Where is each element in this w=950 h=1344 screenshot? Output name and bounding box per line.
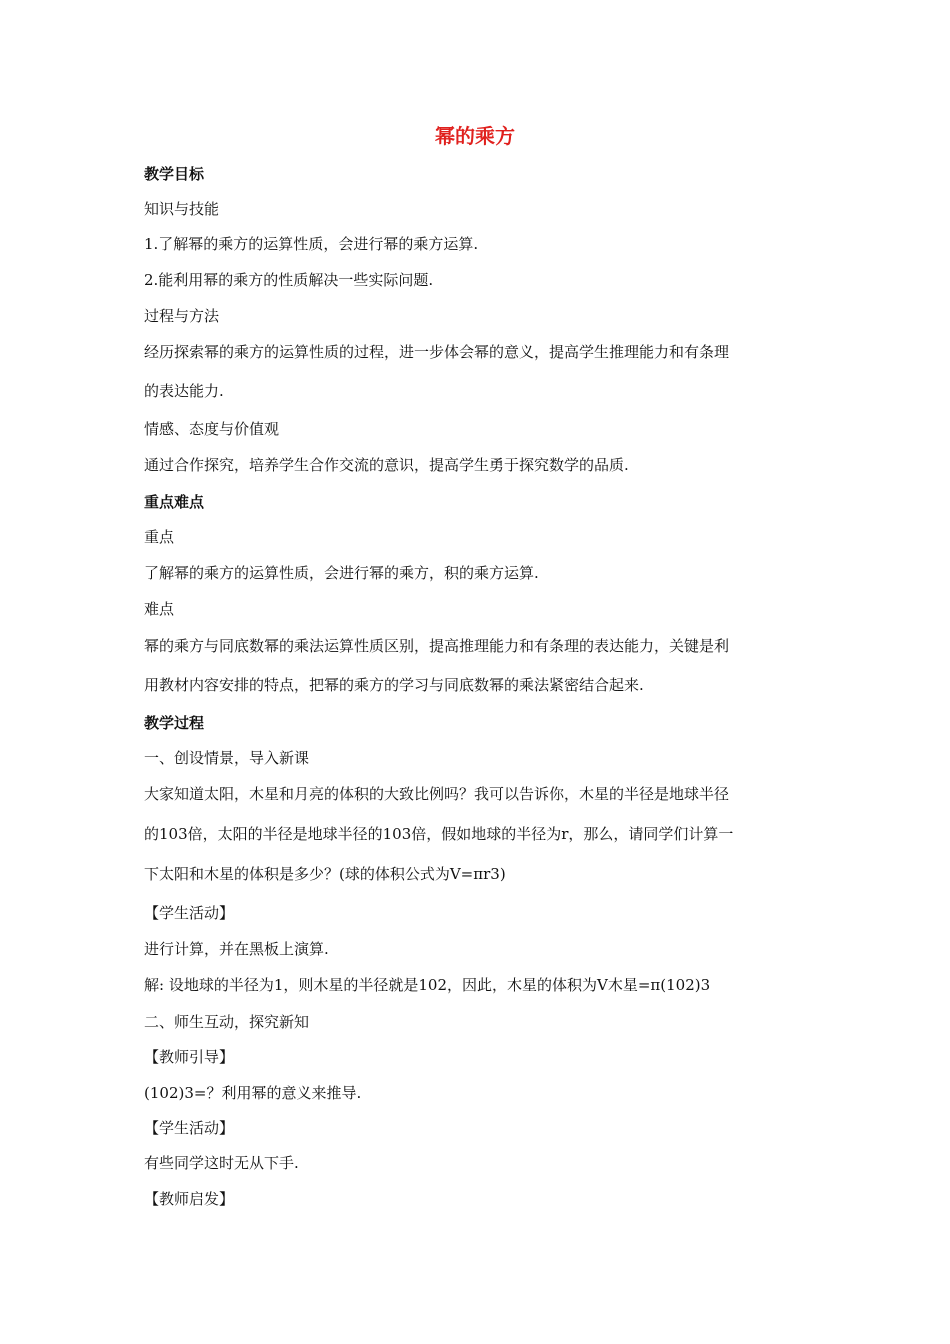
text-line: 【教师启发】 <box>144 1190 235 1208</box>
text-line: 【教师引导】 <box>144 1048 235 1066</box>
text-line: 用教材内容安排的特点，把幂的乘方的学习与同底数幂的乘法紧密结合起来. <box>144 676 644 694</box>
document-title: 幂的乘方 <box>435 124 515 148</box>
section-heading: 教学过程 <box>144 714 205 732</box>
section-heading: 教学目标 <box>144 165 205 183</box>
section-heading: 重点难点 <box>144 493 205 511</box>
text-line: 一、创设情景，导入新课 <box>144 749 310 767</box>
text-line: 的表达能力. <box>144 382 224 400</box>
text-line: 情感、态度与价值观 <box>144 420 280 438</box>
text-line: 2.能利用幂的乘方的性质解决一些实际问题. <box>144 271 434 289</box>
text-line: 解: 设地球的半径为1，则木星的半径就是102，因此，木星的体积为V木星=π(102)3 <box>144 976 711 994</box>
text-line: 有些同学这时无从下手. <box>144 1154 299 1172</box>
text-line: 重点 <box>144 528 175 546</box>
text-line: 大家知道太阳，木星和月亮的体积的大致比例吗？我可以告诉你，木星的半径是地球半径 <box>144 785 730 803</box>
text-line: 进行计算，并在黑板上演算. <box>144 940 329 958</box>
text-line: 二、师生互动，探究新知 <box>144 1013 310 1031</box>
text-line: 知识与技能 <box>144 200 220 218</box>
text-line: 幂的乘方与同底数幂的乘法运算性质区别，提高推理能力和有条理的表达能力，关键是利 <box>144 637 730 655</box>
text-line: 过程与方法 <box>144 307 220 325</box>
text-line: 【学生活动】 <box>144 1119 235 1137</box>
text-line: 了解幂的乘方的运算性质，会进行幂的乘方，积的乘方运算. <box>144 564 539 582</box>
text-line: 难点 <box>144 600 175 618</box>
text-line: 下太阳和木星的体积是多少？(球的体积公式为V=πr3) <box>144 865 506 883</box>
text-line: 1.了解幂的乘方的运算性质，会进行幂的乘方运算. <box>144 235 479 253</box>
text-line: 的103倍，太阳的半径是地球半径的103倍，假如地球的半径为r，那么，请同学们计算一 <box>144 825 734 843</box>
text-line: 【学生活动】 <box>144 904 235 922</box>
text-line: 经历探索幂的乘方的运算性质的过程，进一步体会幂的意义，提高学生推理能力和有条理 <box>144 343 730 361</box>
text-line: (102)3=？利用幂的意义来推导. <box>144 1084 362 1102</box>
text-line: 通过合作探究，培养学生合作交流的意识，提高学生勇于探究数学的品质. <box>144 456 629 474</box>
